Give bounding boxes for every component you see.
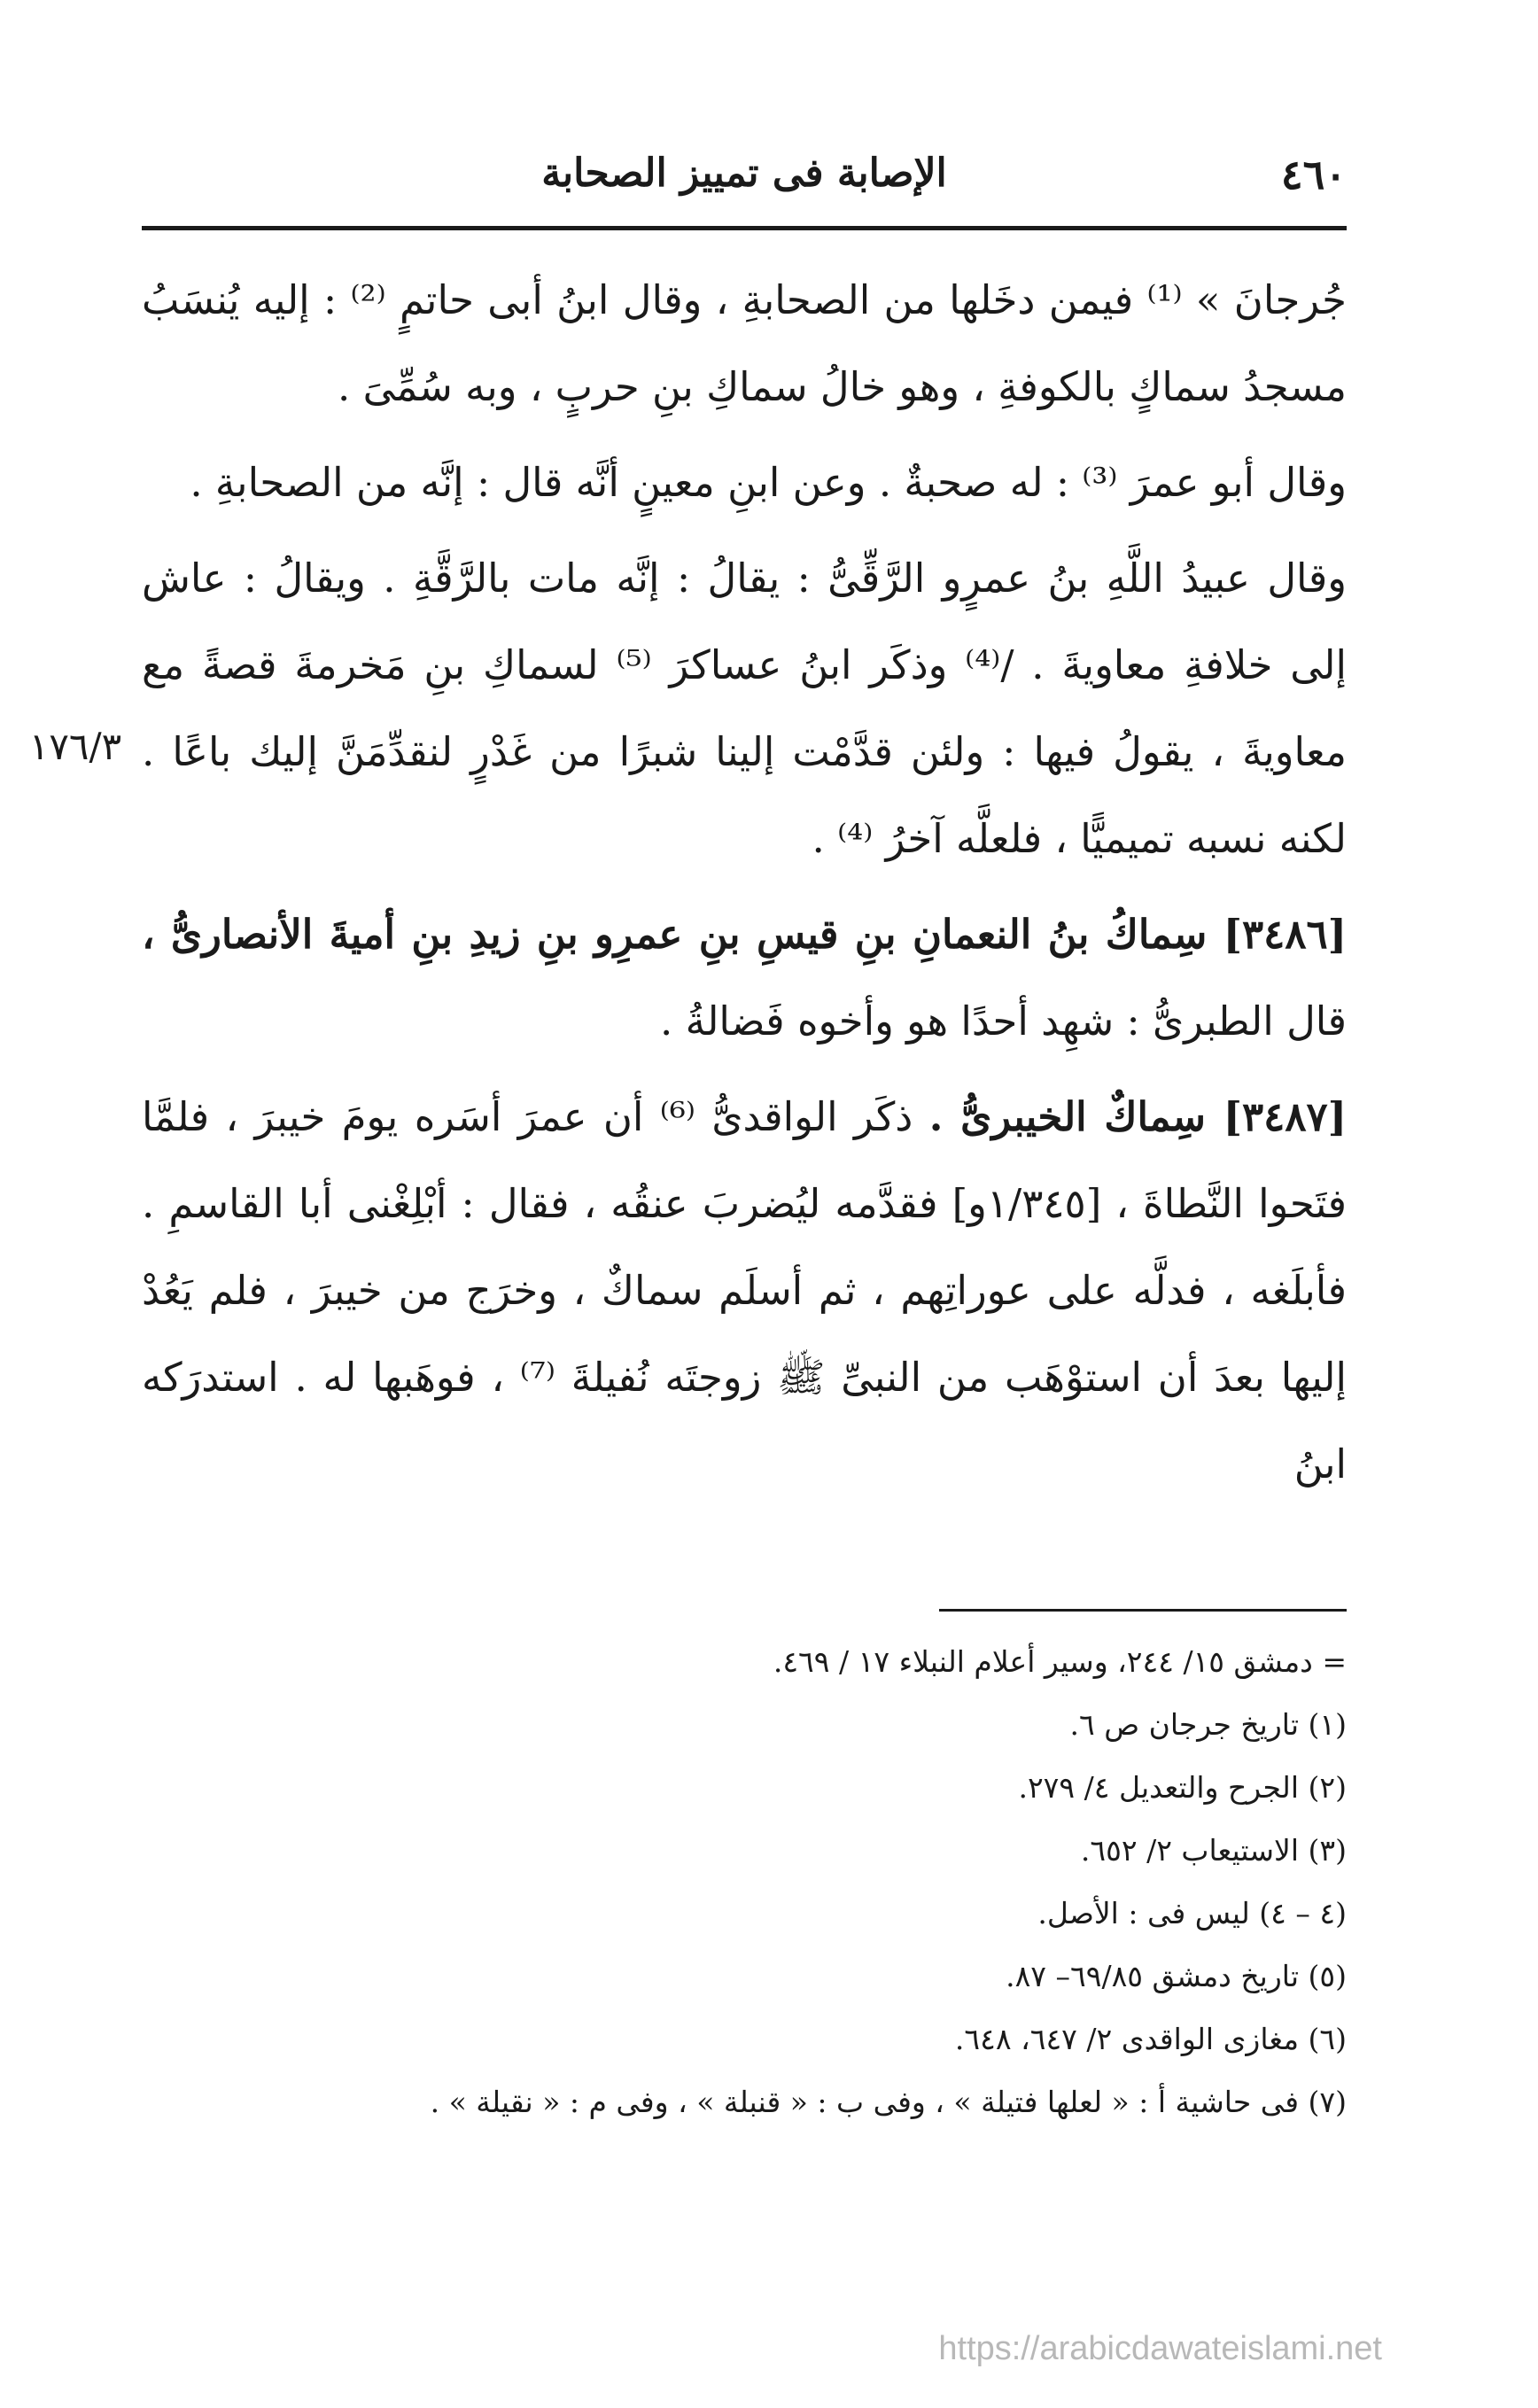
text-line: فتَحوا النَّطاةَ ، [١/٣٤٥و] فقدَّمه ليُضربَ عنقُه ، فقال : أبْلِغْنى أبا القاسمِ . [142,1180,1348,1227]
footnote: (٢) الجرح والتعديل ٤/ ٢٧٩. [1018,1770,1347,1805]
text-line: وقال أبو عمرَ ⁽³⁾ : له صحبةٌ . وعن ابنِ معينٍ أنَّه قال : إنَّه من الصحابةِ . [190,459,1347,506]
margin-reference: ١٧٦/٣ [28,725,122,768]
paragraph-3 [142,535,1347,882]
text-line: فأبلَغه ، فدلَّه على عوراتِهم ، ثم أسلَم سماكٌ ، وخرَج من خيبرَ ، فلم يَعُدْ إليها [142,1267,1347,1401]
watermark-url: https://arabicdawateislami.net [938,2330,1382,2367]
running-title: الإصابة فى تمييز الصحابة [541,151,947,196]
footnote-rule [939,1609,1347,1612]
footnote: (٦) مغازى الواقدى ٢/ ٦٤٧، ٦٤٨. [954,2022,1347,2056]
text-line: وقال عبيدُ اللَّهِ بنُ عمرٍو الرَّقِّىُّ : يقالُ : إنَّه مات بالرَّقَّةِ . ويقالُ : عاش إلى [142,555,1348,688]
page-number: ٤٦٠ [1280,151,1347,198]
entry-3486 [142,891,1347,1065]
footnotes [142,1630,1347,2133]
header-rule [142,226,1347,230]
paragraph-2 [142,439,1347,526]
footnote: = دمشق ١٥/ ٢٤٤، وسير أعلام النبلاء ١٧ / ٤٦٩. [773,1644,1347,1679]
footnote: (١) تاريخ جرجان ص ٦. [1069,1707,1347,1742]
text-line: ذكَر الواقدىُّ ⁽⁶⁾ أن عمرَ أسَره يومَ خيبرَ ، فلمَّا [142,1093,913,1140]
paragraph-1 [142,257,1347,431]
text-line: تميميًّا ، فلعلَّه آخرُ ⁽⁴⁾ . [812,815,1174,862]
entry-heading: [٣٤٨٧] سِماكٌ الخيبرىُّ . [928,1093,1347,1140]
footnote: (٧) فى حاشية أ : « لعلها فتيلة » ، وفى ب : « قنبلة » ، وفى م : « نقيلة » . [430,2085,1347,2119]
footnote: (٥) تاريخ دمشق ٦٩/٨٥– ٨٧. [1006,1959,1347,1993]
text-line: بعدَ أن استوْهَب من النبىِّ ﷺ زوجتَه نُفيلةَ ⁽⁷⁾ ، فوهَبها له . استدرَكه ابنُ [142,1354,1347,1488]
entry-heading: [٣٤٨٦] سِماكُ بنُ النعمانِ بنِ قيسِ بنِ عمرِو بنِ زيدِ بنِ أميةَ الأنصارىُّ ، [142,911,1347,958]
text-line: جُرجانَ » ⁽¹⁾ فيمن دخَلها من الصحابةِ ، وقال ابنُ أبى حاتمٍ ⁽²⁾ : إليه يُنسَبُ [142,276,1347,323]
page-header [142,151,1347,213]
text-line: خلافةِ معاويةَ . /⁽⁴⁾ وذكَر ابنُ عساكرَ ⁽⁵⁾ لسماكِ بنِ مَخرمةَ قصةً مع معاويةَ ، [142,641,1347,775]
text-line: مسجدُ سماكٍ بالكوفةِ ، وهو خالُ سماكِ بنِ حربٍ ، وبه سُمِّىَ . [338,363,1347,410]
footnote: (٤ – ٤) ليس فى : الأصل. [1037,1896,1347,1930]
main-text [142,257,1347,1517]
footnote: (٣) الاستيعاب ٢/ ٦٥٢. [1080,1833,1347,1868]
text-line: يقولُ فيها : ولئن قدَّمْت إلينا شبرًا من غَدْرٍ لنقدِّمَنَّ إليك باعًا . لكنه نسبه [142,728,1347,862]
text-line: قال الطبرىُّ : شهِد أحدًا هو وأخوه فَضالةُ . [659,998,1347,1045]
entry-3487 [142,1074,1347,1508]
